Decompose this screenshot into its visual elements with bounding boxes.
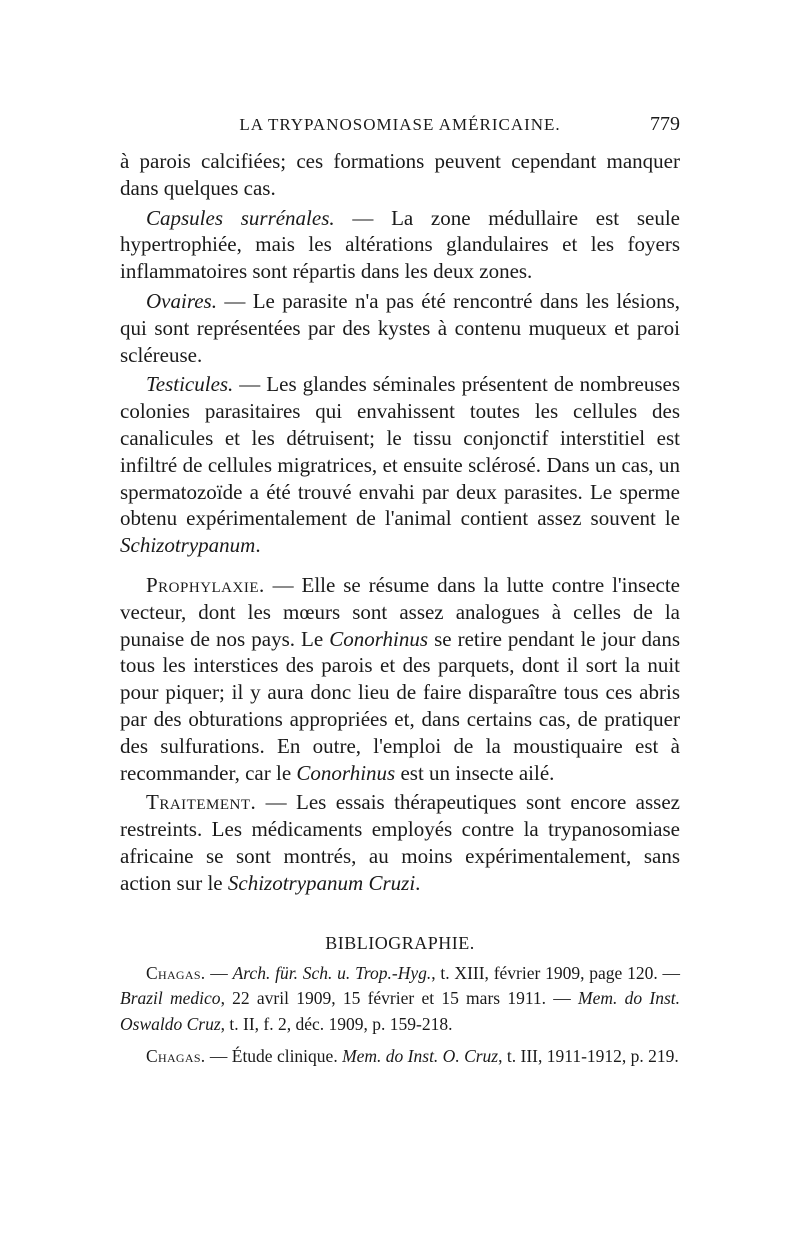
bibliography-text: , t. XIII, février 1909, page 120. — bbox=[431, 962, 681, 983]
bibliography bbox=[120, 961, 680, 1070]
paragraph-text: est un insecte ailé. bbox=[395, 760, 555, 785]
bibliography-author: Chagas. bbox=[146, 962, 206, 983]
paragraph-prophylaxie bbox=[120, 572, 680, 786]
bibliography-text: — Étude clinique. bbox=[205, 1046, 343, 1067]
paragraph-text: — Elle se résume dans la lutte contre l'insecte vecteur, dont les mœurs sont assez analogues à celles de la punaise de nos pays. Le bbox=[120, 572, 680, 651]
bibliography-source: Brazil medico bbox=[120, 988, 221, 1009]
paragraph-text: — Le parasite n'a pas été rencontré dans les lésions, qui sont représentées par des kystes à contenu muqueux et paroi scléreuse. bbox=[120, 288, 680, 367]
bibliography-source: Mem. do Inst. Oswaldo Cruz bbox=[120, 988, 680, 1034]
section-lead: Testicules. bbox=[146, 372, 234, 397]
paragraph-text: à parois calcifiées; ces formations peuvent cependant manquer dans quelques cas. bbox=[120, 149, 680, 200]
paragraph-ovaires bbox=[120, 288, 680, 368]
paragraph-tail: . bbox=[415, 870, 421, 895]
paragraph-text: — Les glandes séminales présentent de nombreuses colonies parasitaires qui envahissent toutes les cellules des canalicules et les détruisent; le tissu conjonctif interstitiel est infiltré de cellules migratrices, et ensuite sclérosé. Dans un cas, un spermatozoïde a été trouvé envahi par deux parasites. Le sperme obtenu expérimentalement de l'animal contient assez souvent le bbox=[120, 372, 680, 531]
running-title: LA TRYPANOSOMIASE AMÉRICAINE. bbox=[239, 115, 561, 134]
paragraph-capsules-surrenales bbox=[120, 205, 680, 285]
paragraph-tail: . bbox=[255, 533, 261, 558]
bibliography-source: Arch. für. Sch. u. Trop.-Hyg. bbox=[232, 962, 432, 983]
bibliography-author: Chagas. bbox=[146, 1046, 206, 1067]
bibliography-entry bbox=[120, 961, 680, 1038]
italic-term: Conorhinus bbox=[329, 626, 429, 651]
section-lead: Prophylaxie. bbox=[146, 572, 265, 597]
paragraph-continuation bbox=[120, 148, 680, 202]
paragraph-traitement bbox=[120, 789, 680, 896]
body-text bbox=[120, 148, 680, 1070]
bibliography-text: — bbox=[205, 962, 233, 983]
bibliography-heading: BIBLIOGRAPHIE. bbox=[325, 932, 475, 953]
paragraph-text: — Les essais thérapeutiques sont encore assez restreints. Les médicaments employés contre la trypanosomiase africaine se sont montrés, au moins expérimentalement, sans action sur le bbox=[120, 790, 680, 895]
italic-term: Conorhinus bbox=[296, 760, 396, 785]
section-lead: Traitement. bbox=[146, 790, 257, 815]
bibliography-text: , t. III, 1911-1912, p. 219. bbox=[498, 1046, 679, 1067]
page-number: 779 bbox=[650, 113, 680, 135]
italic-term: Schizotrypanum Cruzi bbox=[227, 870, 416, 895]
bibliography-text: , 22 avril 1909, 15 février et 15 mars 1911. — bbox=[220, 988, 579, 1009]
bibliography-source: Mem. do Inst. O. Cruz bbox=[342, 1046, 499, 1067]
section-lead: Ovaires. bbox=[146, 288, 217, 313]
paragraph-text: se retire pendant le jour dans tous les interstices des parois et des parquets, dont il sort la nuit pour piquer; il y aura donc lieu de faire disparaître tous ces abris par des obturations appropriées et, dans certains cas, de pratiquer des sulfurations. En outre, l'emploi de la moustiquaire est à recommander, car le bbox=[120, 626, 680, 785]
section-lead: Capsules surrénales. bbox=[146, 205, 335, 230]
running-head bbox=[120, 115, 680, 143]
bibliography-entry bbox=[120, 1044, 680, 1070]
italic-term: Schizotrypanum bbox=[120, 533, 256, 558]
bibliography-text: , t. II, f. 2, déc. 1909, p. 159-218. bbox=[220, 1013, 453, 1034]
paragraph-text: — La zone médullaire est seule hypertrophiée, mais les altérations glandulaires et les foyers inflammatoires sont répartis dans les deux zones. bbox=[120, 205, 680, 284]
paragraph-testicules bbox=[120, 371, 680, 559]
